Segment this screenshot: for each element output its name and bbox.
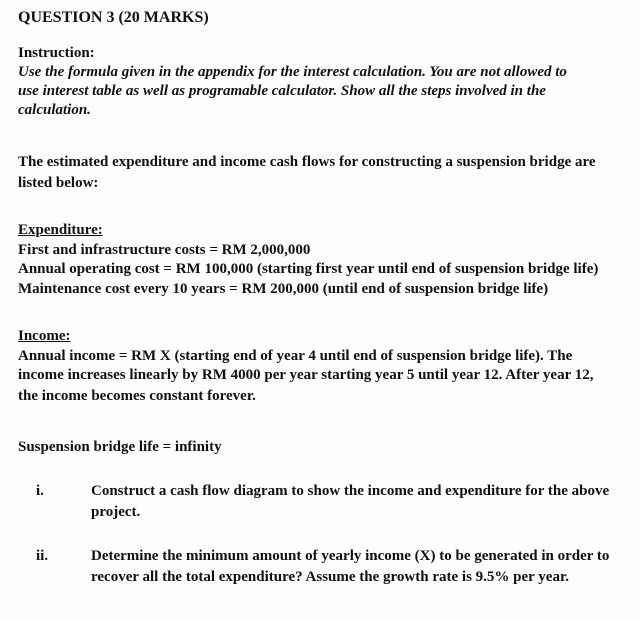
question-title: QUESTION 3 (20 MARKS) (18, 9, 209, 26)
intro-line: listed below: (18, 175, 99, 191)
income-heading: Income: (18, 328, 71, 344)
intro-line: The estimated expenditure and income cash flows for constructing a suspension bridge are (18, 154, 596, 170)
instruction-line: use interest table as well as programable calculator. Show all the steps involved in the (18, 83, 546, 99)
question-number: i. (36, 483, 44, 499)
expenditure-item: Maintenance cost every 10 years = RM 200,000 (until end of suspension bridge life) (18, 281, 549, 297)
income-line: income increases linearly by RM 4000 per year starting year 5 until year 12. After year 12, (18, 367, 594, 383)
instruction-label: Instruction: (18, 45, 95, 61)
income-line: Annual income = RM X (starting end of year 4 until end of suspension bridge life). The (18, 348, 573, 364)
question-text: Determine the minimum amount of yearly income (X) to be generated in order to recover all the total expenditure? Assume the growth rate is 9.5% per year. (91, 548, 610, 585)
expenditure-item: Annual operating cost = RM 100,000 (starting first year until end of suspension bridge life) (18, 261, 599, 277)
expenditure-item: First and infrastructure costs = RM 2,000,000 (18, 242, 311, 258)
instruction-line: Use the formula given in the appendix for the interest calculation. You are not allowed to (18, 64, 567, 80)
bridge-life: Suspension bridge life = infinity (18, 439, 222, 455)
instruction-line: calculation. (18, 102, 91, 118)
income-line: the income becomes constant forever. (18, 388, 256, 404)
question-text: Construct a cash flow diagram to show the income and expenditure for the above project. (91, 483, 610, 520)
question-number: ii. (36, 548, 49, 564)
expenditure-heading: Expenditure: (18, 222, 103, 238)
